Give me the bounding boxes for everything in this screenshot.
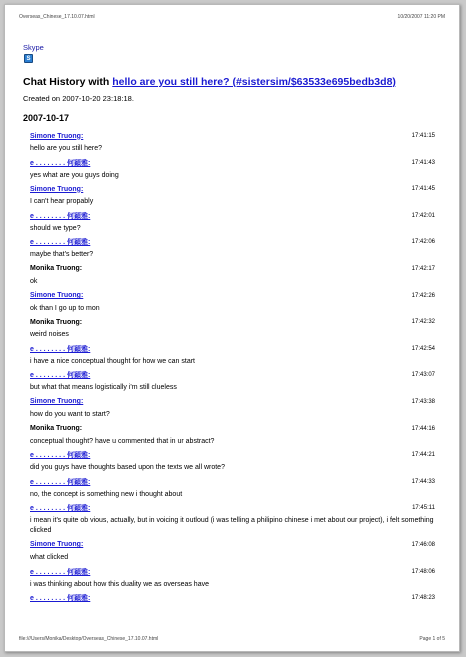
message-text: how do you want to start? — [30, 410, 110, 418]
message-time: 17:42:32 — [411, 319, 435, 326]
print-header-timestamp: 10/20/2007 11:20 PM — [397, 14, 445, 20]
message-text: no, the concept is something new i thought about — [30, 490, 183, 498]
message-time: 17:44:16 — [411, 425, 435, 432]
sender-name: Monika Truong: — [30, 425, 83, 433]
message-text: what clicked — [30, 553, 69, 561]
print-footer-page: Page 1 of 5 — [419, 636, 445, 642]
sender-link[interactable]: e . . . . . . . . 何穎雅: — [30, 345, 91, 353]
message-item — [23, 476, 437, 503]
message-text: I can't hear propably — [30, 198, 94, 206]
message-header — [23, 316, 437, 328]
print-header — [19, 14, 445, 20]
sender-link[interactable]: Simone Truong: — [30, 185, 84, 193]
message-item — [23, 236, 437, 263]
sender-link[interactable]: e . . . . . . . . 何穎雅: — [30, 159, 91, 167]
chat-history-document — [23, 43, 437, 619]
message-item — [23, 502, 437, 539]
sender-name: Monika Truong: — [30, 265, 83, 273]
sender-link[interactable]: Simone Truong: — [30, 398, 84, 406]
message-header — [23, 396, 437, 408]
message-text: but what that means logistically i'm still clueless — [30, 384, 177, 392]
message-item — [23, 343, 437, 370]
message-text: i have a nice conceptual thought for how we can start — [30, 357, 195, 365]
message-text: ok — [30, 277, 38, 285]
message-text: weird noises — [30, 331, 69, 339]
message-header — [23, 592, 437, 604]
message-text: conceptual thought? have u commented that in ur abstract? — [30, 437, 215, 445]
sender-link[interactable]: e . . . . . . . . 何穎雅: — [30, 452, 91, 460]
message-header — [23, 290, 437, 302]
sender-link[interactable]: e . . . . . . . . 何穎雅: — [30, 372, 91, 380]
message-item — [23, 396, 437, 423]
print-page — [4, 4, 460, 652]
message-header — [23, 423, 437, 435]
print-header-filename: Overseas_Chinese_17.10.07.html — [19, 14, 95, 20]
sender-link[interactable]: e . . . . . . . . 何穎雅: — [30, 595, 91, 603]
chat-topic-link[interactable]: hello are you still here? (#sistersim/$63533e695bedb3d8) — [112, 76, 396, 88]
created-timestamp: Created on 2007-10-20 23:18:18. — [23, 94, 134, 103]
sender-link[interactable]: e . . . . . . . . 何穎雅: — [30, 505, 91, 513]
message-header — [23, 130, 437, 142]
sender-link[interactable]: Simone Truong: — [30, 541, 84, 549]
message-item — [23, 316, 437, 343]
sender-name: Monika Truong: — [30, 318, 83, 326]
message-item — [23, 210, 437, 237]
message-time: 17:42:54 — [411, 345, 435, 352]
message-text: yes what are you guys doing — [30, 171, 119, 179]
message-time: 17:42:17 — [411, 265, 435, 272]
message-header — [23, 539, 437, 551]
message-header — [23, 183, 437, 195]
message-text: hello are you still here? — [30, 145, 102, 152]
message-time: 17:43:38 — [411, 398, 435, 405]
message-text: maybe that's better? — [30, 251, 94, 259]
message-time: 17:42:01 — [411, 212, 435, 219]
message-item — [23, 157, 437, 184]
message-header — [23, 502, 437, 514]
message-time: 17:41:43 — [411, 159, 435, 166]
message-header — [23, 476, 437, 488]
message-time: 17:48:23 — [411, 595, 435, 602]
chat-title — [23, 76, 437, 89]
message-text: should we type? — [30, 224, 81, 232]
message-time: 17:44:33 — [411, 478, 435, 485]
message-header — [23, 343, 437, 355]
message-header — [23, 263, 437, 275]
message-header — [23, 369, 437, 381]
skype-icon[interactable]: S — [24, 54, 33, 63]
message-time: 17:41:45 — [411, 186, 435, 193]
chat-title-prefix: Chat History with — [23, 76, 110, 88]
message-header — [23, 566, 437, 578]
message-list — [23, 130, 437, 619]
message-header — [23, 210, 437, 222]
print-footer — [19, 636, 445, 642]
sender-link[interactable]: e . . . . . . . . 何穎雅: — [30, 478, 91, 486]
sender-link[interactable]: e . . . . . . . . 何穎雅: — [30, 568, 91, 576]
message-text: i was thinking about how this duality we as overseas have — [30, 580, 209, 588]
message-time: 17:44:21 — [411, 452, 435, 459]
message-text: ok than I go up to mon — [30, 304, 100, 312]
message-text: i mean it's quite ob vious, actually, but in voicing it outloud (i was telling a philipino chinese i met about our project), i felt something clicked — [30, 517, 434, 535]
message-time: 17:45:11 — [412, 505, 435, 512]
sender-link[interactable]: Simone Truong: — [30, 292, 84, 300]
message-item — [23, 449, 437, 476]
message-item — [23, 290, 437, 317]
message-header — [23, 449, 437, 461]
message-time: 17:42:06 — [411, 239, 435, 246]
message-header — [23, 157, 437, 169]
sender-link[interactable]: Simone Truong: — [30, 132, 84, 140]
message-time: 17:42:26 — [411, 292, 435, 299]
message-item — [23, 183, 437, 210]
message-text: did you guys have thoughts based upon the texts we all wrote? — [30, 464, 225, 472]
message-item — [23, 423, 437, 450]
message-item — [23, 592, 437, 619]
date-heading: 2007-10-17 — [23, 113, 70, 123]
message-item — [23, 130, 437, 157]
message-time: 17:43:07 — [411, 372, 435, 379]
message-item — [23, 566, 437, 593]
message-item — [23, 263, 437, 290]
sender-link[interactable]: e . . . . . . . . 何穎雅: — [30, 212, 91, 220]
message-time: 17:46:08 — [411, 541, 435, 548]
message-item — [23, 369, 437, 396]
sender-link[interactable]: e . . . . . . . . 何穎雅: — [30, 239, 91, 247]
message-time: 17:48:06 — [411, 568, 435, 575]
skype-link[interactable]: Skype — [23, 43, 44, 52]
message-item — [23, 539, 437, 566]
message-header — [23, 236, 437, 248]
print-footer-path: file:///Users/Monika/Desktop/Overseas_Chinese_17.10.07.html — [19, 636, 159, 642]
message-time: 17:41:15 — [411, 133, 435, 139]
